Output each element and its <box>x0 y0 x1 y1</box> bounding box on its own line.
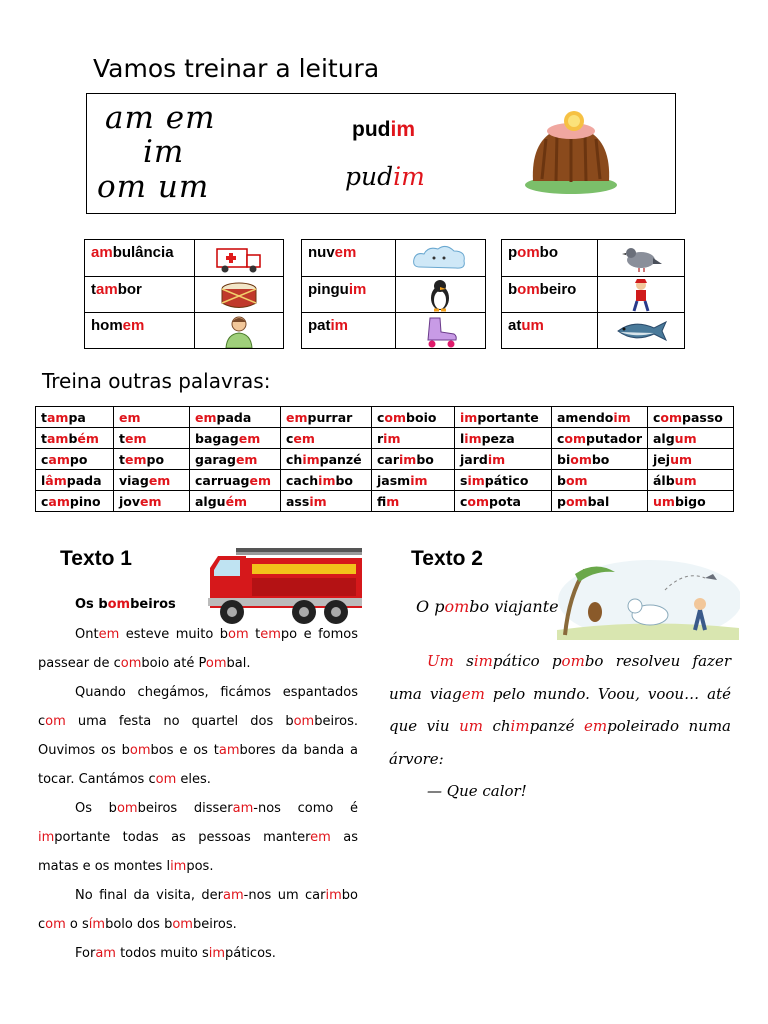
grid-cell: empada <box>190 407 281 428</box>
word-box-om-um <box>501 239 685 349</box>
pigeon-icon <box>597 240 684 276</box>
grid-cell: tempo <box>114 449 190 470</box>
grid-cell: rim <box>372 428 455 449</box>
grid-cell: amendoim <box>552 407 648 428</box>
pudding-icon <box>516 103 626 198</box>
word-practice-grid <box>35 406 734 512</box>
pudim-print-word: pudim <box>352 118 415 141</box>
roller-skate-icon <box>395 313 485 348</box>
vowel-row-1: am em <box>105 100 216 136</box>
grid-cell: fim <box>372 491 455 512</box>
grid-cell: bagagem <box>190 428 281 449</box>
page-title: Vamos treinar a leitura <box>93 54 380 83</box>
grid-cell: jasmim <box>372 470 455 491</box>
grid-cell: limpeza <box>455 428 552 449</box>
text-2-body <box>389 645 731 808</box>
grid-cell: algum <box>648 428 734 449</box>
grid-cell: carimbo <box>372 449 455 470</box>
grid-cell: umbigo <box>648 491 734 512</box>
grid-cell: alguém <box>190 491 281 512</box>
word-box-am <box>84 239 284 349</box>
vowel-row-2: im <box>143 134 185 170</box>
grid-cell: simpático <box>455 470 552 491</box>
paragraph: Foram todos muito simpáticos. <box>75 946 276 961</box>
grid-cell: álbum <box>648 470 734 491</box>
grid-row <box>36 428 734 449</box>
paragraph: Quando chegámos, ficámos espantados com uma festa no quartel dos bombeiros. Ouvimos os bombos e os tambores da banda a tocar. Cantámos com eles. <box>38 685 359 787</box>
grid-cell: tampa <box>36 407 114 428</box>
pudim-cursive-word: pudim <box>345 162 425 191</box>
word-box-em-im <box>301 239 486 349</box>
cloud-icon <box>395 240 485 276</box>
grid-cell: campo <box>36 449 114 470</box>
man-icon <box>194 313 283 348</box>
grid-cell: jejum <box>648 449 734 470</box>
text-1-title: Os bombeiros <box>75 597 176 612</box>
grid-cell: compota <box>455 491 552 512</box>
paragraph: — Que calor! <box>427 782 527 800</box>
grid-cell: em <box>114 407 190 428</box>
grid-row <box>36 470 734 491</box>
word-label: patim <box>302 313 396 348</box>
ambulance-icon <box>194 240 283 276</box>
grid-cell: campino <box>36 491 114 512</box>
word-label: tambor <box>85 277 195 312</box>
word-label: pinguim <box>302 277 396 312</box>
word-label: atum <box>502 313 598 348</box>
grid-cell: carruagem <box>190 470 281 491</box>
grid-cell: computador <box>552 428 648 449</box>
grid-cell: lâmpada <box>36 470 114 491</box>
paragraph: Um simpático pombo resolveu fazer uma viagem pelo mundo. Voou, voou… até que viu um chimpanzé empoleirado numa árvore: <box>389 652 732 768</box>
word-label: homem <box>85 313 195 348</box>
grid-cell: tem <box>114 428 190 449</box>
grid-cell: cachimbo <box>281 470 372 491</box>
grid-cell: jardim <box>455 449 552 470</box>
practice-section-title: Treina outras palavras: <box>42 369 271 393</box>
story-illustration-icon <box>555 560 740 640</box>
word-label: bombeiro <box>502 277 598 312</box>
grid-cell: importante <box>455 407 552 428</box>
grid-cell: viagem <box>114 470 190 491</box>
grid-cell: pombal <box>552 491 648 512</box>
text-2-heading: Texto 2 <box>411 547 483 570</box>
word-label: pombo <box>502 240 598 276</box>
grid-cell: assim <box>281 491 372 512</box>
paragraph: No final da visita, deram-nos um carimbo com o símbolo dos bombeiros. <box>38 888 358 932</box>
grid-cell: jovem <box>114 491 190 512</box>
grid-row <box>36 491 734 512</box>
paragraph: Os bombeiros disseram-nos como é importante todas as pessoas manterem as matas e os montes limpos. <box>38 801 358 874</box>
grid-row <box>36 449 734 470</box>
text-1-body <box>38 620 358 968</box>
text-2-title: O pombo viajante <box>416 597 559 616</box>
grid-cell: compasso <box>648 407 734 428</box>
vowel-row-3: om um <box>97 169 210 205</box>
fire-truck-icon <box>206 546 363 628</box>
grid-cell: empurrar <box>281 407 372 428</box>
grid-cell: cem <box>281 428 372 449</box>
word-label: ambulância <box>85 240 195 276</box>
grid-cell: chimpanzé <box>281 449 372 470</box>
grid-cell: bom <box>552 470 648 491</box>
tuna-icon <box>597 313 684 348</box>
grid-cell: também <box>36 428 114 449</box>
firefighter-icon <box>597 277 684 312</box>
drum-icon <box>194 277 283 312</box>
word-label: nuvem <box>302 240 396 276</box>
text-1-heading: Texto 1 <box>60 547 132 570</box>
grid-row <box>36 407 734 428</box>
grid-cell: garagem <box>190 449 281 470</box>
grid-cell: comboio <box>372 407 455 428</box>
grid-cell: biombo <box>552 449 648 470</box>
paragraph: Ontem esteve muito bom tempo e fomos passear de comboio até Pombal. <box>38 627 358 671</box>
penguin-icon <box>395 277 485 312</box>
